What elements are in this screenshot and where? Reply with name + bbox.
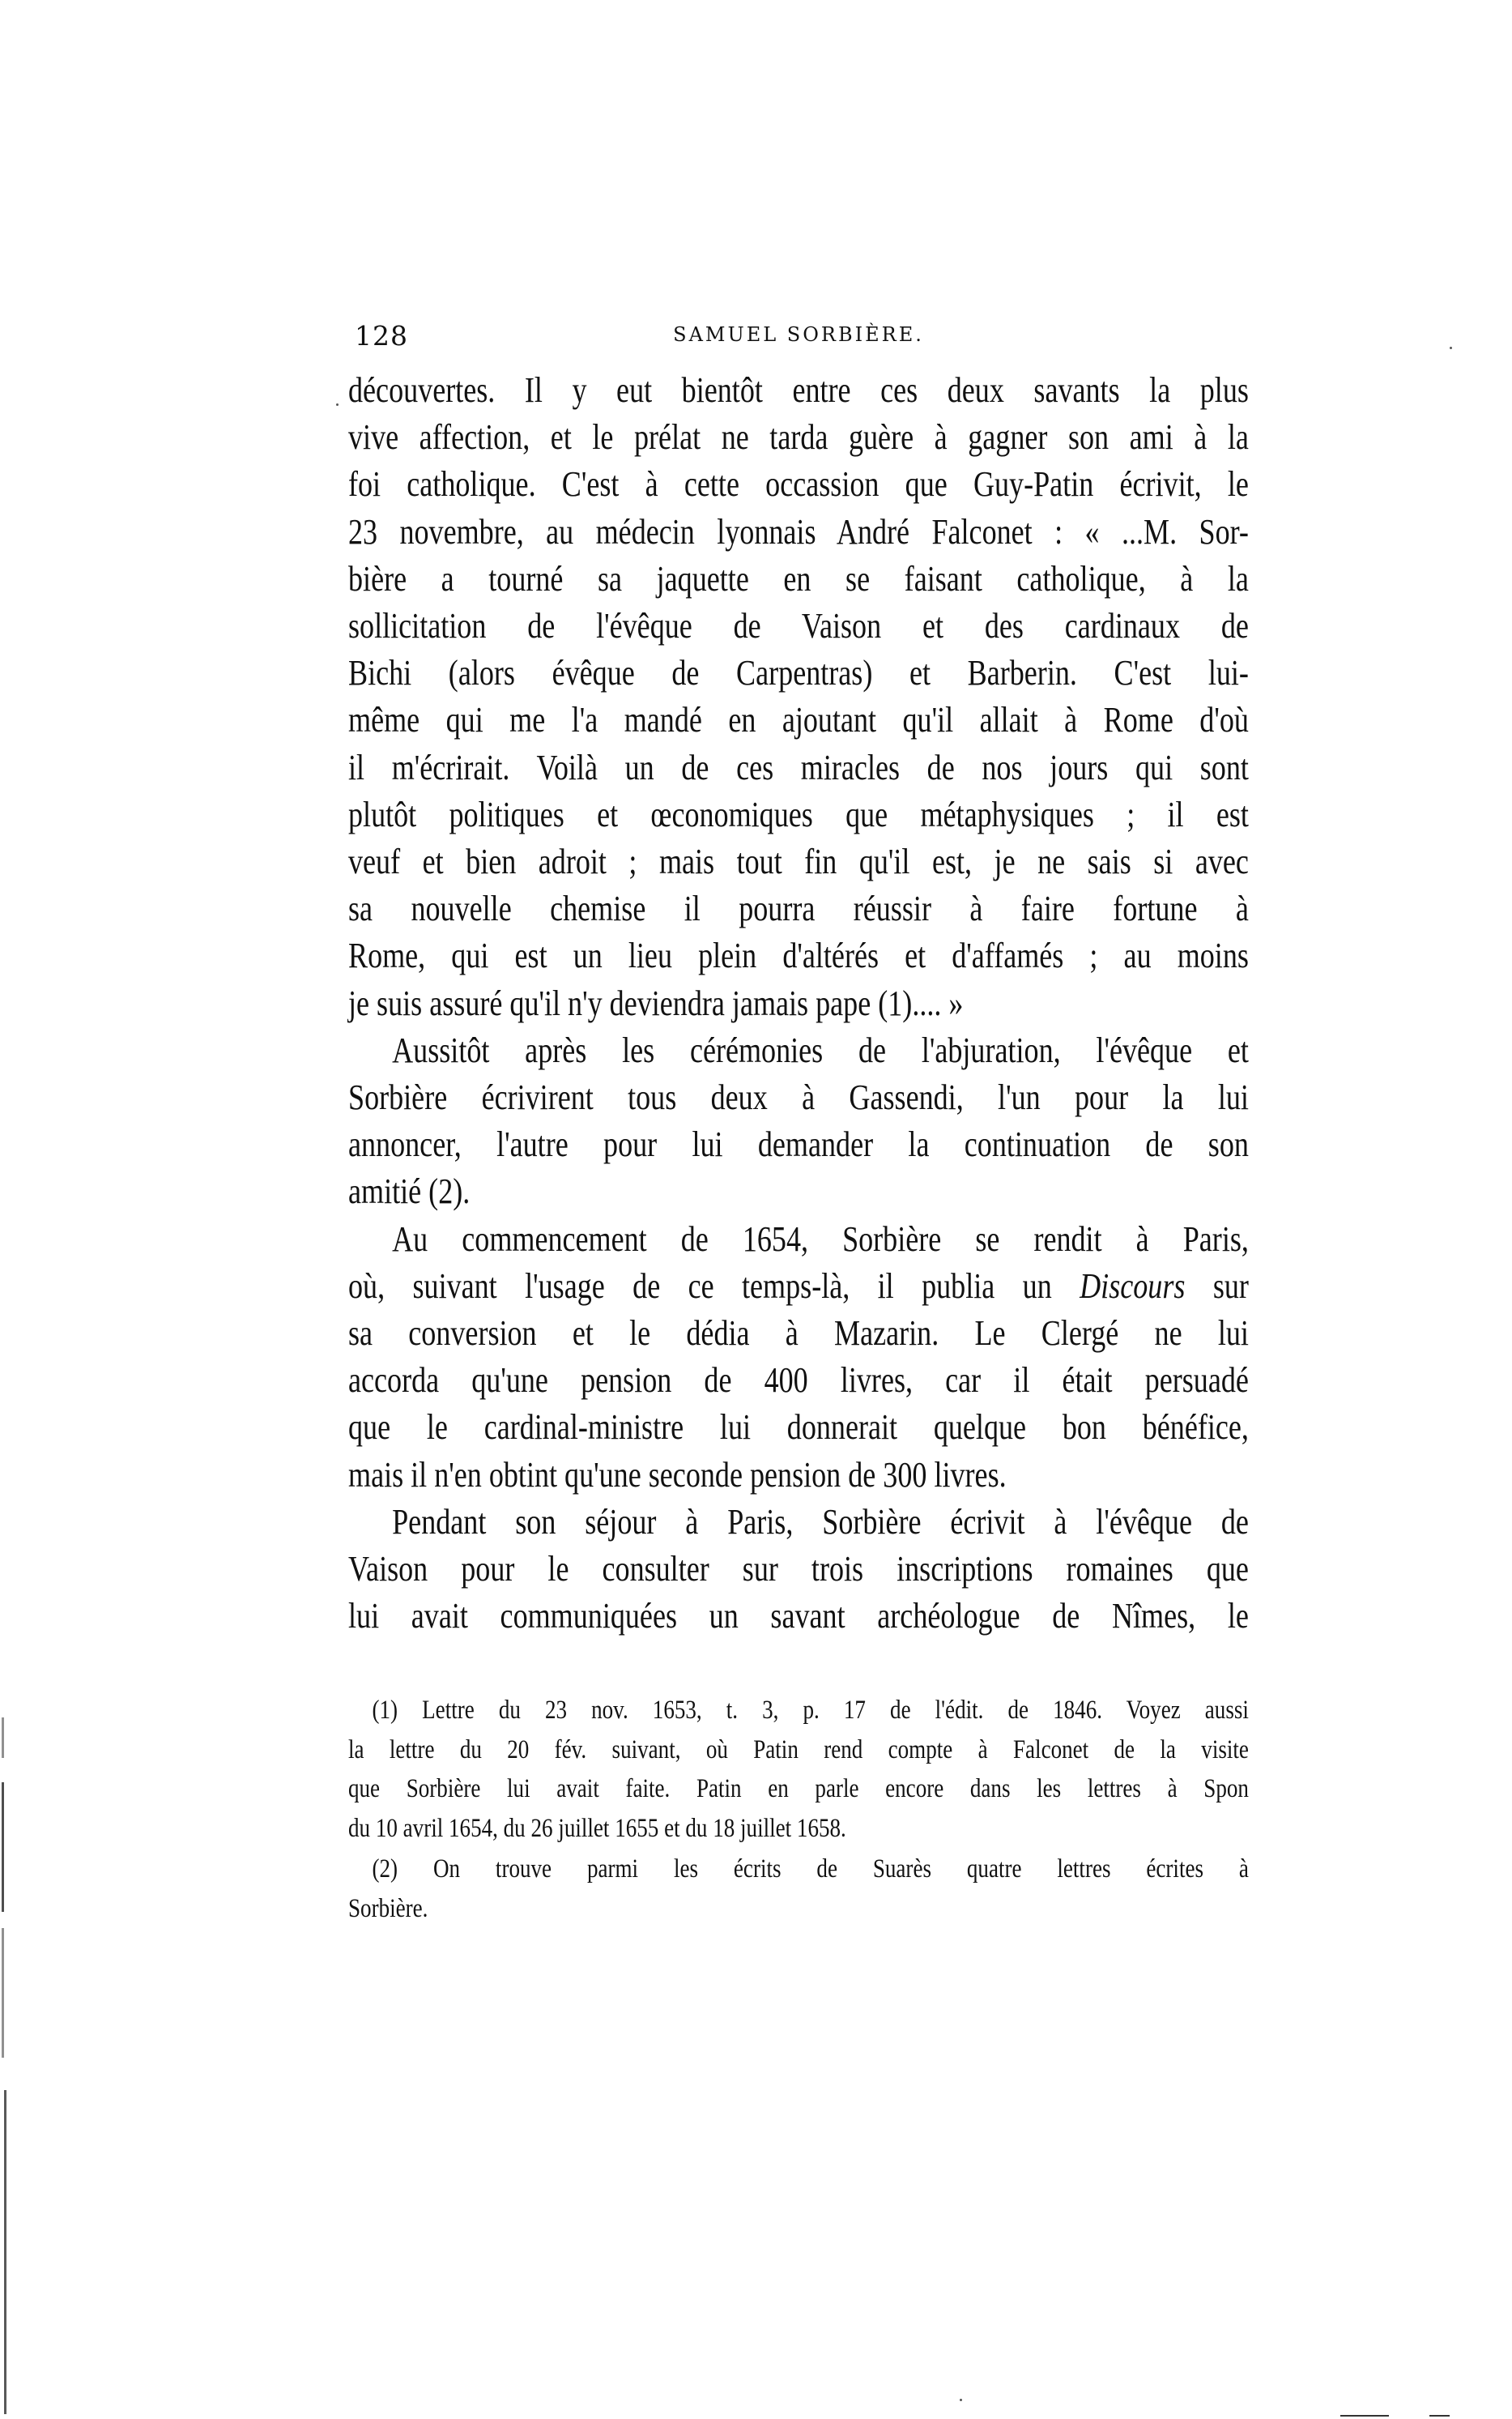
text-line: Au commencement de 1654, Sorbière se rendit à Paris, (392, 1218, 1249, 1259)
text-line: Rome, qui est un lieu plein d'altérés et d'affamés ; au moins (348, 936, 1249, 976)
text-line-start: où, suivant l'usage de ce temps-là, il publia un (348, 1265, 1080, 1306)
footnote-line: que Sorbière lui avait faite. Patin en parle encore dans les lettres à Spon (348, 1774, 1249, 1803)
scan-speck (336, 403, 339, 406)
book-title-discours: Discours (1080, 1265, 1186, 1306)
scan-speck (960, 2399, 962, 2401)
footnote-text (348, 1691, 1249, 1928)
scan-edge-mark (2, 1782, 4, 1912)
text-line: Bichi (alors évêque de Carpentras) et Barberin. C'est lui- (348, 653, 1249, 693)
text-line: Sorbière écrivirent tous deux à Gassendi, l'un pour la lui (348, 1077, 1249, 1118)
text-line: Vaison pour le consulter sur trois inscriptions romaines que (348, 1549, 1249, 1589)
footnote-line: du 10 avril 1654, du 26 juillet 1655 et du 18 juillet 1658. (348, 1813, 846, 1843)
running-title: SAMUEL SORBIÈRE. (673, 323, 924, 346)
scan-speck (1450, 347, 1452, 349)
paragraph (348, 367, 1249, 1027)
scan-dash (1429, 2415, 1450, 2417)
footnote-1 (348, 1691, 1249, 1848)
paragraph (348, 1027, 1249, 1216)
text-line: annoncer, l'autre pour lui demander la continuation de son (348, 1124, 1249, 1165)
text-line: amitié (2). (348, 1171, 471, 1212)
text-line: même qui me l'a mandé en ajoutant qu'il allait à Rome d'où (348, 700, 1249, 740)
text-line: sa conversion et le dédia à Mazarin. Le Clergé ne lui (348, 1313, 1249, 1354)
text-line: bière a tourné sa jaquette en se faisant catholique, à la (348, 558, 1249, 599)
page-number: 128 (355, 320, 408, 352)
paragraph (348, 1499, 1249, 1640)
text-line: foi catholique. C'est à cette occassion que Guy-Patin écrivit, le (348, 464, 1249, 505)
text-line: Aussitôt après les cérémonies de l'abjuration, l'évêque et (392, 1030, 1249, 1070)
scan-edge-mark (2, 1928, 4, 2058)
text-line: il m'écrirait. Voilà un de ces miracles de nos jours qui sont (348, 747, 1249, 787)
footnote-line: la lettre du 20 fév. suivant, où Patin rend compte à Falconet de la visite (348, 1734, 1249, 1764)
footnote-line: (1) Lettre du 23 nov. 1653, t. 3, p. 17 de l'édit. de 1846. Voyez aussi (372, 1696, 1249, 1725)
text-line: 23 novembre, au médecin lyonnais André Falconet : « ...M. Sor- (348, 511, 1249, 552)
body-text (348, 367, 1249, 1640)
footnote-line: Sorbière. (348, 1893, 428, 1923)
scan-edge-mark (4, 2090, 6, 2414)
text-line: accorda qu'une pension de 400 livres, car il était persuadé (348, 1360, 1249, 1401)
text-line: mais il n'en obtint qu'une seconde pension de 300 livres. (348, 1454, 1007, 1495)
text-line: sa nouvelle chemise il pourra réussir à faire fortune à (348, 889, 1249, 929)
footnote-line: (2) On trouve parmi les écrits de Suarès quatre lettres écrites à (372, 1854, 1249, 1884)
text-line: je suis assuré qu'il n'y deviendra jamais pape (1).... » (348, 983, 964, 1023)
footnotes (348, 1691, 1249, 1928)
text-line: sollicitation de l'évêque de Vaison et des cardinaux de (348, 606, 1249, 646)
text-line: veuf et bien adroit ; mais tout fin qu'il est, je ne sais si avec (348, 842, 1249, 882)
scan-edge-mark (2, 1717, 4, 1758)
text-line: que le cardinal-ministre lui donnerait quelque bon bénéfice, (348, 1407, 1249, 1448)
footnote-2 (348, 1849, 1249, 1928)
text-line: lui avait communiquées un savant archéologue de Nîmes, le (348, 1596, 1249, 1636)
text-line: découvertes. Il y eut bientôt entre ces deux savants la plus (348, 370, 1249, 410)
text-line: plutôt politiques et œconomiques que métaphysiques ; il est (348, 794, 1249, 834)
text-line: vive affection, et le prélat ne tarda guère à gagner son ami à la (348, 417, 1249, 458)
text-line: Pendant son séjour à Paris, Sorbière écrivit à l'évêque de (392, 1501, 1249, 1542)
page (348, 320, 1249, 1640)
scan-dash (1340, 2415, 1389, 2417)
text-line (348, 1263, 1249, 1310)
paragraph (348, 1216, 1249, 1499)
text-line-end: sur (1185, 1265, 1249, 1306)
running-head (348, 320, 1249, 361)
